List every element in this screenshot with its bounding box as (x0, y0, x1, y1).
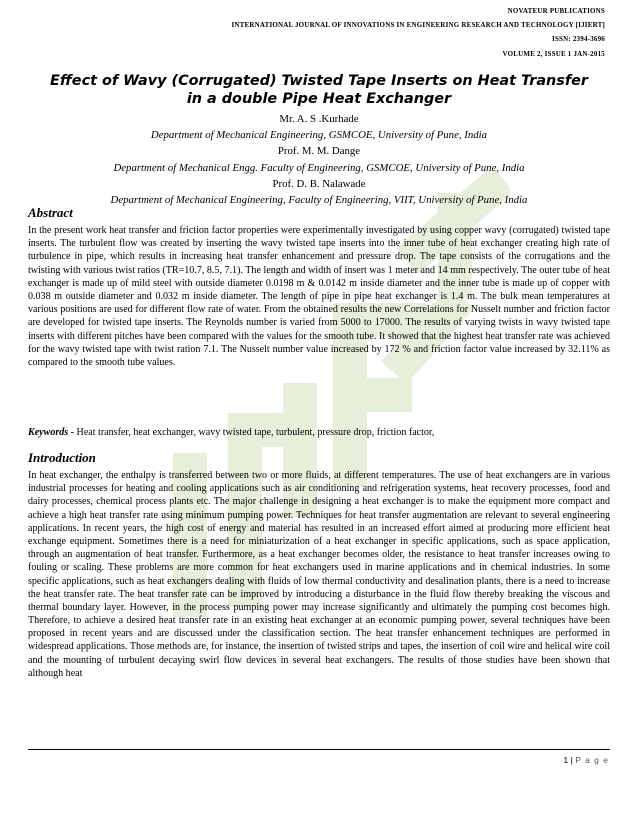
journal-name: INTERNATIONAL JOURNAL OF INNOVATIONS IN ENGINEERING RESEARCH AND TECHNOLOGY [IJIERT] (231, 21, 605, 30)
issn: ISSN: 2394-3696 (552, 35, 605, 44)
title-line-1: Effect of Wavy (Corrugated) Twisted Tape Inserts on Heat Transfer (50, 73, 588, 89)
author-name: Prof. D. B. Nalawade (272, 177, 366, 190)
author-affiliation: Department of Mechanical Engg. Faculty of Engineering, GSMCOE, University of Pune, India (113, 161, 525, 174)
author-list (28, 111, 610, 208)
page-number (564, 755, 610, 765)
publisher-name: NOVATEUR PUBLICATIONS (507, 7, 605, 15)
author-name: Mr. A. S .Kurhade (279, 113, 359, 125)
journal-header (231, 4, 605, 61)
keywords-line (28, 426, 610, 439)
title-line-2: in a double Pipe Heat Exchanger (186, 91, 452, 107)
author-affiliation: Department of Mechanical Engineering, Faculty of Engineering, VIIT, University of Pune, India (110, 194, 528, 207)
page-word: P a g e (575, 755, 609, 765)
introduction-text: In heat exchanger, the enthalpy is transferred between two or more fluids, at different temperatures. The use of heat exchangers are in various industrial processes for heating and cooling applications such as air conditioning and refrigeration systems, heat recovery processes, food and dairy processes, chemical process plants etc. The major challenge in designing a heat exchanger is to make the equipment more compact and achieve a high heat transfer rate using minimum pumping power. Techniques for heat transfer augmentation are relevant to several engineering applications. In recent years, the high cost of energy and material has resulted in an increased effort aimed at producing more efficient heat exchange equipment. Sometimes there is a need for miniaturization of a heat exchanger in specific applications, such as space application, through an augmentation of heat transfer. Furthermore, as a heat exchanger becomes older, the resistance to heat transfer increases owing to fouling or scaling. These problems are more common for heat exchangers used in marine applications and in chemical industries. In some specific applications, such as heat exchangers dealing with fluids of low thermal conductivity and desalination plants, there is a need to increase the heat transfer rate. The heat transfer rate can be improved by introducing a disturbance in the fluid flow thereby breaking the viscous and thermal boundary layer. However, in the process pumping power may increase significantly and ultimately the pumping cost becomes high. Therefore, to achieve a desired heat transfer rate in an existing heat exchanger at an economic pumping power, several techniques have been proposed in recent years and are discussed under the classification section. The heat transfer enhancement techniques are performed in widespread applications. Those methods are, for instance, the insertion of twisted strips and tapes, the insertion of coil wire and helical wire coil and the mounting of turbulent decaying swirl flow devices in several heat exchangers. The results of those studies have been shown that although heat (28, 470, 610, 679)
introduction-heading: Introduction (28, 450, 96, 465)
abstract-heading: Abstract (28, 205, 73, 220)
footer-divider (28, 749, 610, 750)
abstract-text: In the present work heat transfer and friction factor properties were experimentally investigated by using copper wavy (corrugated) twisted tape inserts. The turbulent flow was created by inserting the wavy twisted tape inserts into the inner tube of heat exchanger creating high rate of turbulence in pipe, which results in increasing heat transfer enhancement and pressure drop. The tape consists of the corrugations and the twisting with various twist ratios (TR=10.7, 8.5, 7.1). The length and width of insert was 1 meter and 14 mm respectively. The outer tube of heat exchanger is made up of mild steel with outside diameter 0.0198 m & 0.0142 m inside diameter and the inner tube is made up of copper with 0.038 m outside diameter and 0.032 m inside diameter. The length of pipe in pipe heat exchanger is 1.4 m. The bulk mean temperatures at various positions are used for different flow rate of water. From the obtained results the new Correlations for Nusselt number and friction factor are developed for twisted tape inserts. The Reynolds number is varied from 5000 to 17000. The results of varying twists in wavy twisted tape inserts with different pitches have been compared with the values for the smooth tube. It showed that the highest heat transfer rate was achieved for the wavy twisted tape with twist ration 7.1. The Nusselt number value increased by 172 % and friction factor value increased by 32.11% as compared to the smooth tube values. (28, 225, 610, 368)
page-number-separator: | (570, 755, 573, 765)
page-number-value: 1 (563, 755, 569, 765)
author-name: Prof. M. M. Dange (277, 145, 361, 158)
author-affiliation: Department of Mechanical Engineering, GSMCOE, University of Pune, India (150, 129, 488, 142)
paper-title (28, 72, 610, 108)
volume-issue: VOLUME 2, ISSUE 1 JAN-2015 (502, 49, 605, 58)
keywords-text: Heat transfer, heat exchanger, wavy twisted tape, turbulent, pressure drop, friction factor, (74, 427, 435, 438)
keywords-label: Keywords - (28, 427, 75, 438)
